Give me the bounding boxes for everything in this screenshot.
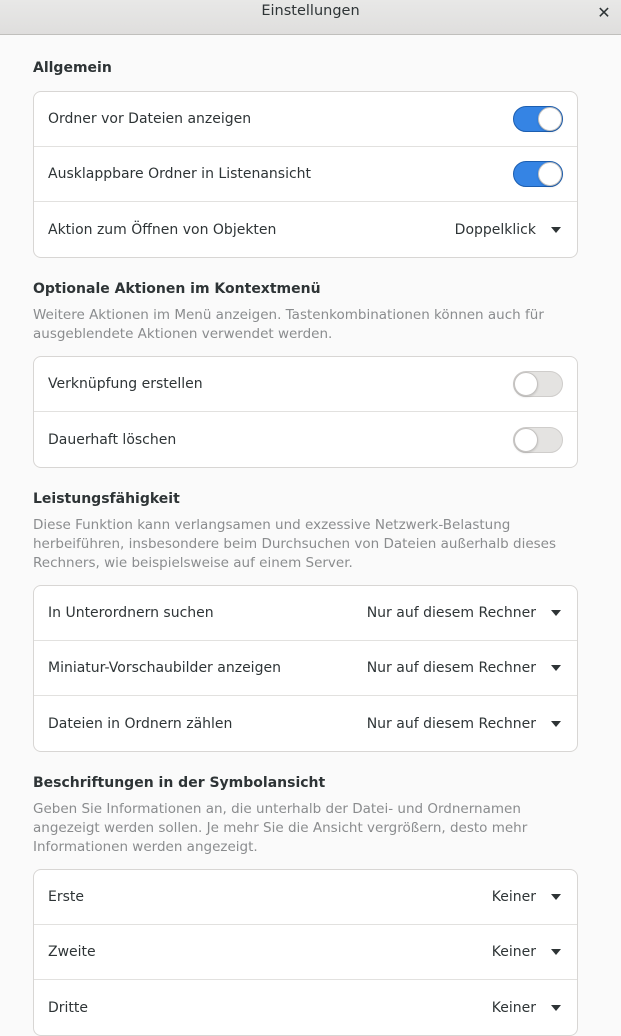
pan-down-icon bbox=[551, 949, 561, 955]
switch-knob bbox=[538, 107, 562, 131]
dropdown-value: Doppelklick bbox=[454, 221, 536, 238]
row-expandable-folders[interactable] bbox=[34, 147, 577, 202]
title-bar bbox=[0, 0, 621, 35]
pan-down-icon bbox=[551, 721, 561, 727]
row-open-action[interactable] bbox=[34, 202, 577, 257]
caption-third-dropdown[interactable] bbox=[492, 1000, 563, 1016]
section-title-context-menu: Optionale Aktionen im Kontextmenü bbox=[33, 281, 321, 297]
search-subfolders-dropdown[interactable] bbox=[367, 605, 563, 621]
row-folders-first[interactable] bbox=[34, 92, 577, 147]
row-label: Miniatur-Vorschaubilder anzeigen bbox=[48, 660, 281, 676]
section-title-icon-captions: Beschriftungen in der Symbolansicht bbox=[33, 775, 326, 791]
section-title-general: Allgemein bbox=[33, 60, 112, 76]
close-button[interactable] bbox=[593, 1, 615, 23]
row-label: Ausklappbare Ordner in Listenansicht bbox=[48, 166, 312, 182]
pan-down-icon bbox=[551, 665, 561, 671]
icon-captions-card bbox=[33, 869, 578, 1036]
row-label: Ordner vor Dateien anzeigen bbox=[48, 111, 252, 127]
dropdown-value: Keiner bbox=[491, 944, 536, 960]
row-label: Verknüpfung erstellen bbox=[48, 376, 203, 392]
row-label: In Unterordnern suchen bbox=[48, 605, 214, 621]
row-caption-first[interactable] bbox=[34, 870, 577, 925]
row-create-link[interactable] bbox=[34, 357, 577, 412]
row-label: Zweite bbox=[48, 944, 96, 960]
row-label: Dateien in Ordnern zählen bbox=[48, 715, 233, 732]
count-files-dropdown[interactable] bbox=[367, 716, 563, 732]
dropdown-value: Keiner bbox=[491, 889, 536, 905]
section-description-performance: Diese Funktion kann verlangsamen und exzessive Netzwerk-Belastung herbeiführen, insbesondere beim Durchsuchen von Dateien außerhalb dieses Rechners, wie beispielsweise auf einem Server. bbox=[33, 517, 557, 571]
row-caption-second[interactable] bbox=[34, 925, 577, 980]
dropdown-value: Nur auf diesem Rechner bbox=[366, 715, 536, 732]
performance-card bbox=[33, 585, 578, 752]
dropdown-value: Nur auf diesem Rechner bbox=[366, 605, 536, 621]
switch-knob bbox=[514, 372, 538, 396]
row-label: Aktion zum Öffnen von Objekten bbox=[48, 221, 277, 238]
pan-down-icon bbox=[551, 610, 561, 616]
thumbnails-dropdown[interactable] bbox=[367, 660, 563, 676]
switch-knob bbox=[514, 428, 538, 452]
section-description-context-menu: Weitere Aktionen im Menü anzeigen. Tastenkombinationen können auch für ausgeblendete Aktionen verwendet werden. bbox=[33, 307, 544, 342]
row-thumbnails[interactable] bbox=[34, 641, 577, 696]
section-title-performance: Leistungsfähigkeit bbox=[33, 491, 180, 507]
close-icon: ✕ bbox=[597, 2, 611, 22]
row-label: Erste bbox=[48, 889, 84, 905]
pan-down-icon bbox=[551, 227, 561, 233]
open-action-dropdown[interactable] bbox=[455, 222, 563, 238]
general-card bbox=[33, 91, 578, 258]
dropdown-value: Nur auf diesem Rechner bbox=[366, 660, 536, 676]
row-count-files[interactable] bbox=[34, 696, 577, 751]
permanent-delete-switch[interactable] bbox=[513, 427, 563, 453]
create-link-switch[interactable] bbox=[513, 371, 563, 397]
folders-first-switch[interactable] bbox=[513, 106, 563, 132]
section-description-icon-captions: Geben Sie Informationen an, die unterhalb der Datei- und Ordnernamen angezeigt werden sollen. Je mehr Sie die Ansicht vergrößern, desto mehr Informationen werden angezeigt. bbox=[33, 801, 528, 855]
switch-knob bbox=[538, 162, 562, 186]
row-search-subfolders[interactable] bbox=[34, 586, 577, 641]
caption-second-dropdown[interactable] bbox=[492, 944, 563, 960]
dropdown-value: Keiner bbox=[491, 999, 536, 1016]
row-label: Dauerhaft löschen bbox=[48, 431, 177, 448]
expandable-folders-switch[interactable] bbox=[513, 161, 563, 187]
row-label: Dritte bbox=[48, 999, 89, 1016]
pan-down-icon bbox=[551, 894, 561, 900]
caption-first-dropdown[interactable] bbox=[492, 889, 563, 905]
window-title: Einstellungen bbox=[261, 3, 360, 19]
context-menu-card bbox=[33, 356, 578, 468]
pan-down-icon bbox=[551, 1005, 561, 1011]
row-permanent-delete[interactable] bbox=[34, 412, 577, 467]
row-caption-third[interactable] bbox=[34, 980, 577, 1035]
